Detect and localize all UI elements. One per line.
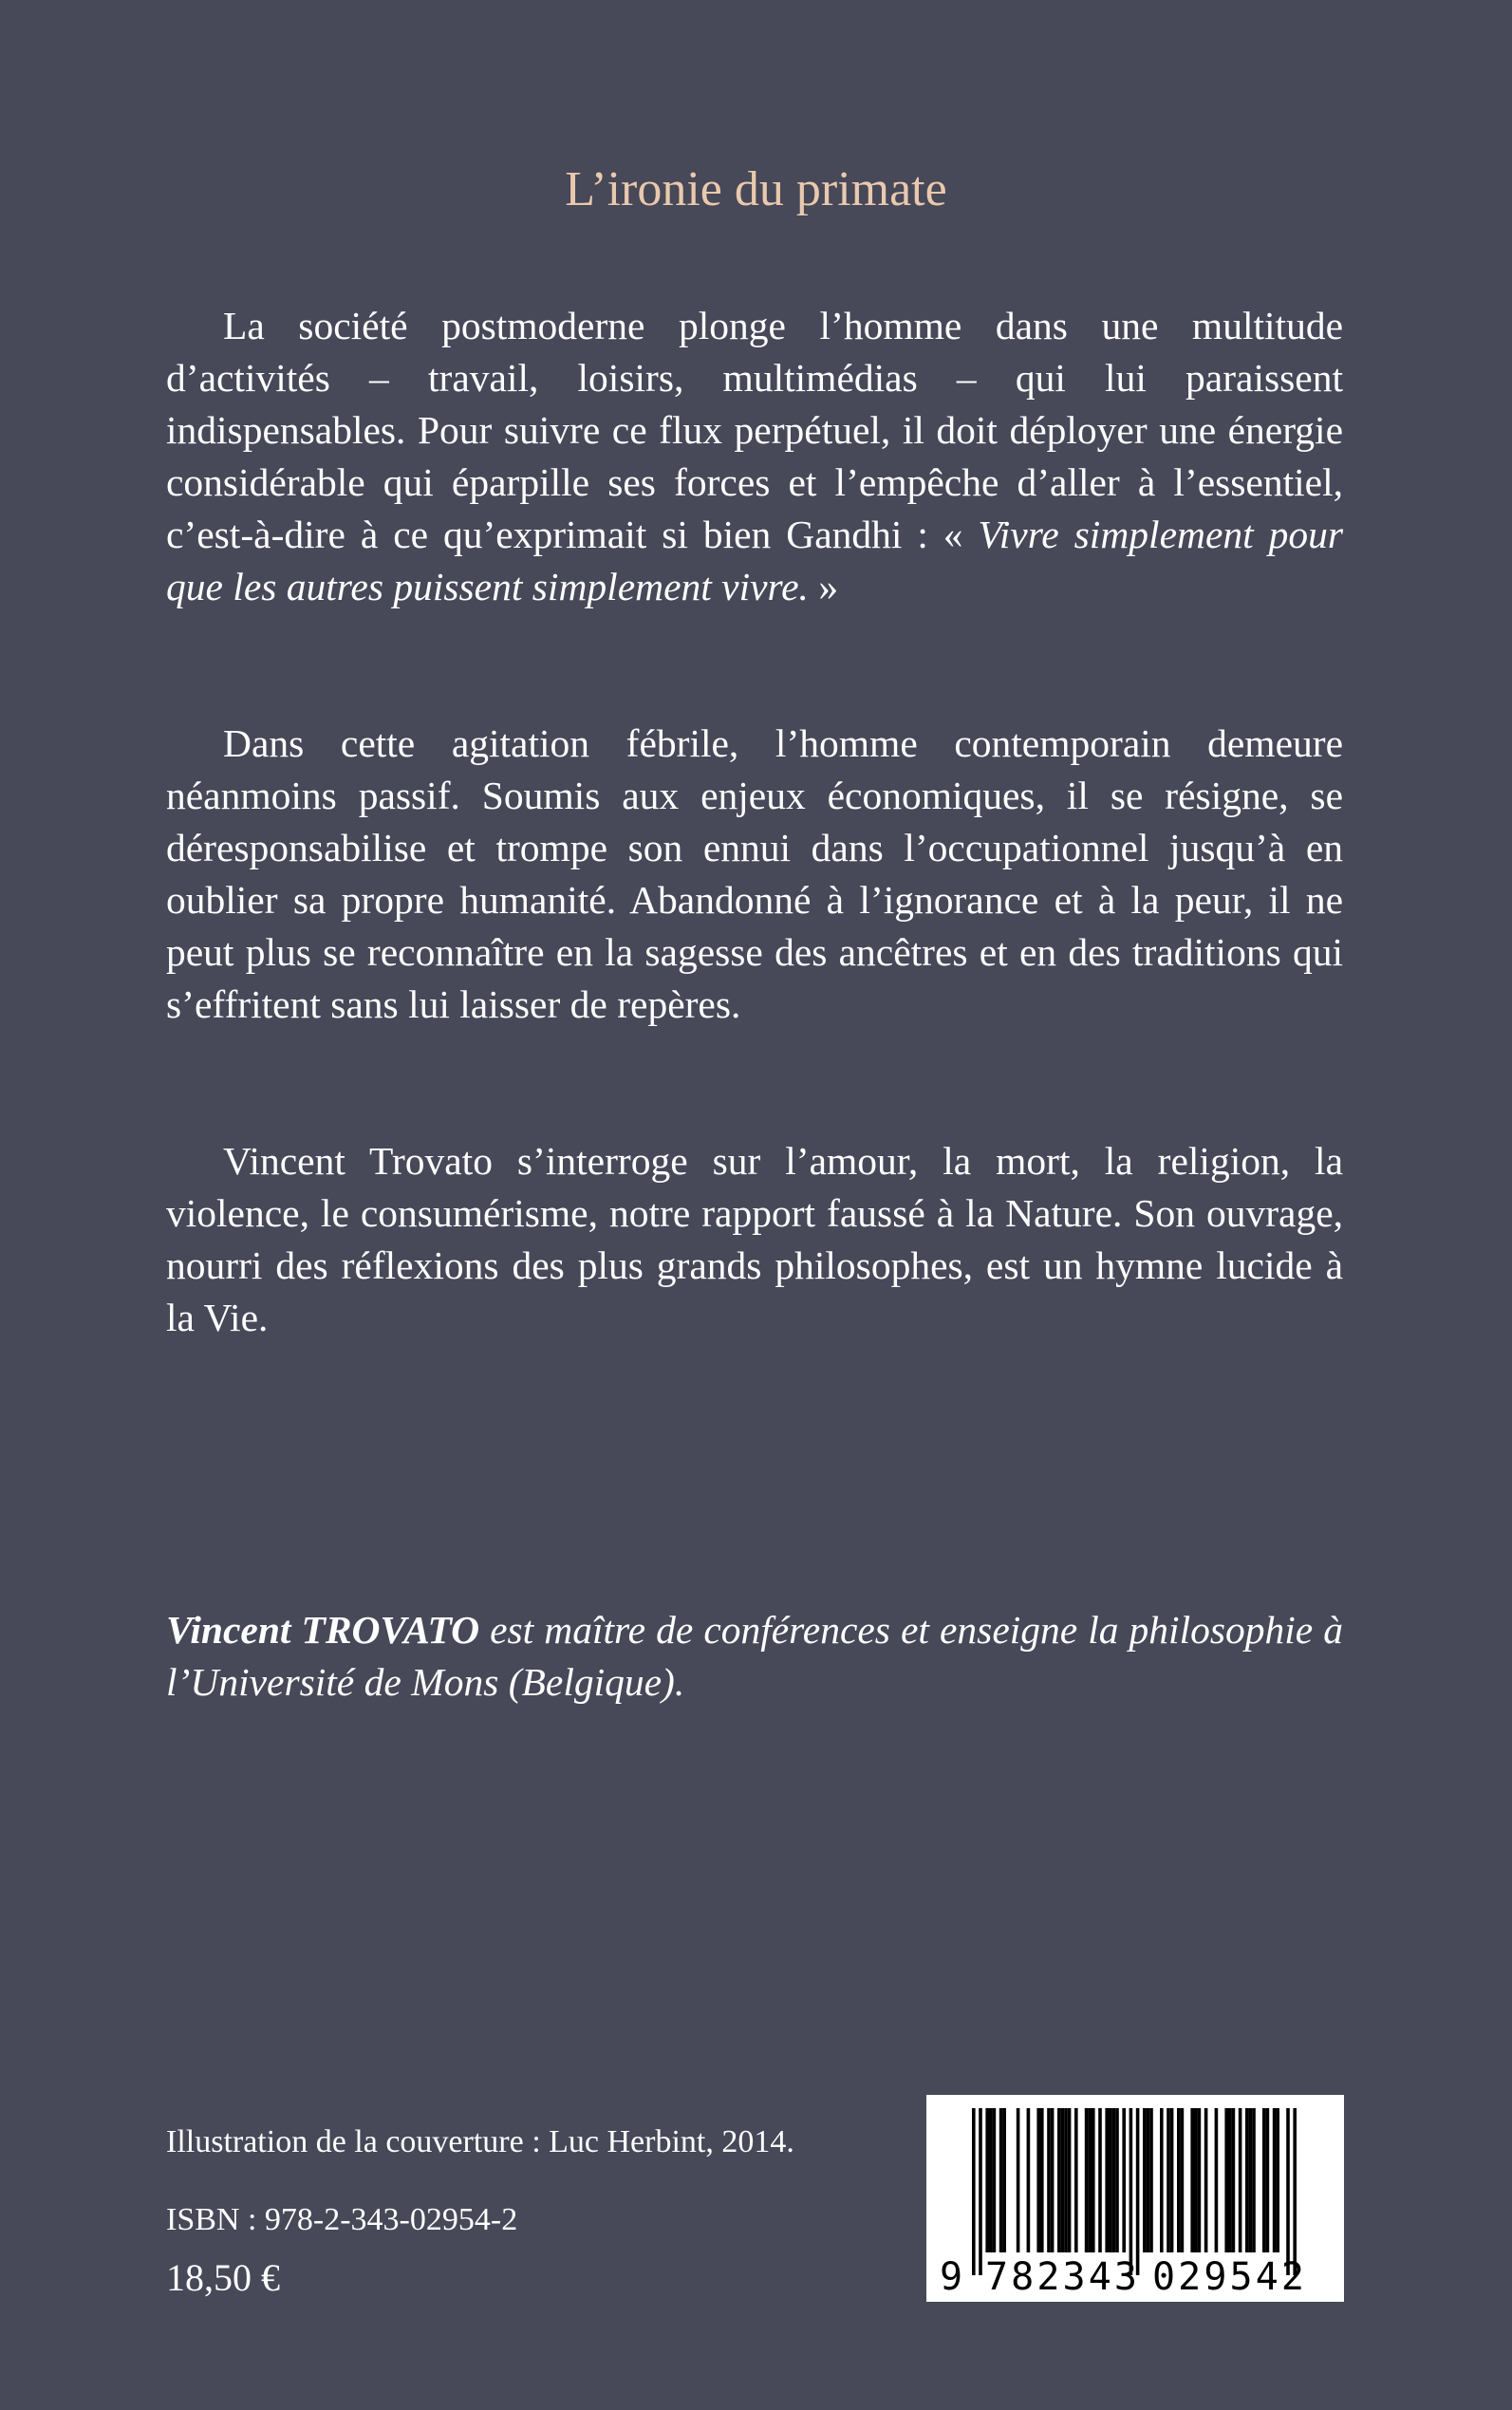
barcode-bar — [1105, 2108, 1109, 2252]
barcode-bar — [1204, 2108, 1208, 2252]
blurb-paragraph-1 — [166, 300, 1343, 613]
barcode-bar — [1122, 2108, 1126, 2252]
barcode-bar — [1143, 2108, 1147, 2252]
barcode-bar — [1252, 2108, 1256, 2252]
barcode-bar — [1239, 2108, 1242, 2252]
barcode-bar — [1215, 2108, 1219, 2252]
barcode-bar — [999, 2108, 1003, 2252]
barcode-bar — [1109, 2108, 1112, 2252]
barcode-bar — [972, 2108, 976, 2275]
barcode-bar — [1181, 2108, 1185, 2252]
barcode-bar — [1194, 2108, 1198, 2252]
barcode-bar — [993, 2108, 997, 2252]
barcode-bar — [1167, 2108, 1170, 2252]
barcode-bar — [1088, 2108, 1092, 2252]
barcode-bar — [1036, 2108, 1040, 2252]
barcode-bar — [1273, 2108, 1277, 2252]
barcode-bar — [1249, 2108, 1253, 2252]
author-name: Vincent TROVATO — [166, 1608, 480, 1652]
barcode-bar — [985, 2108, 989, 2252]
barcode-bar — [1147, 2108, 1150, 2252]
barcode-bar — [1092, 2108, 1095, 2252]
barcode-bar — [1051, 2108, 1055, 2252]
paragraph-3-text: Vincent Trovato s’interroge sur l’amour, la mort, la religion, la violence, le consumérisme, notre rapport faussé à la Nature. Son ouvrage, nourri des réflexions des plus grands philosophes, est un hymne lucide à la Vie. — [166, 1139, 1343, 1339]
paragraph-1-text: La société postmoderne plonge l’homme dans une multitude d’activités – travail, loisirs, multimédias – qui lui paraissent indispensables. Pour suivre ce flux perpétuel, il doit déployer une énergie considérable qui éparpille ses forces et l’empêche d’aller à l’essentiel, c’est-à-dire à ce qu’exprimait si bien Gandhi : « — [166, 304, 1343, 556]
barcode-bar — [1198, 2108, 1202, 2252]
barcode-bar — [1068, 2108, 1072, 2252]
barcode-bar — [1064, 2108, 1068, 2252]
barcode-bar — [1293, 2108, 1297, 2275]
barcode-bar — [1228, 2108, 1232, 2252]
barcode-bar — [1027, 2108, 1031, 2252]
gandhi-quote: Vivre simplement pour que les autres puissent simplement vivre. — [166, 513, 1343, 608]
barcode-bar — [1170, 2108, 1174, 2252]
barcode-bar — [1017, 2108, 1020, 2252]
barcode-bars — [972, 2108, 1297, 2275]
barcode-bar — [1112, 2108, 1116, 2252]
barcode-bar — [1002, 2108, 1006, 2252]
author-bio — [166, 1604, 1343, 1709]
blurb-paragraph-3 — [166, 1135, 1343, 1344]
barcode-bar — [1160, 2108, 1164, 2252]
barcode-bar — [1224, 2108, 1228, 2252]
barcode-bar — [1276, 2108, 1279, 2252]
barcode-bar — [989, 2108, 993, 2252]
book-title: L’ironie du primate — [565, 162, 947, 216]
barcode-bar — [1266, 2108, 1270, 2252]
barcode-graphic — [926, 2095, 1344, 2302]
barcode-lead-digit: 9 — [940, 2255, 963, 2299]
barcode-bar — [1047, 2108, 1051, 2252]
barcode-bar — [1149, 2108, 1153, 2252]
quote-close: » — [808, 565, 839, 608]
barcode-bar — [1190, 2108, 1194, 2252]
barcode-bar — [1115, 2108, 1119, 2252]
barcode-right-digits: 029542 — [1152, 2255, 1304, 2299]
barcode-bar — [979, 2108, 982, 2275]
barcode-bar — [1245, 2108, 1249, 2252]
author-bio-text: est maître de conférences et enseigne la philosophie à l’Université de Mons (Belgique). — [166, 1608, 1344, 1704]
barcode-bar — [1085, 2108, 1089, 2252]
barcode-bar — [1136, 2108, 1140, 2275]
barcode-bar — [1286, 2108, 1290, 2275]
barcode-bar — [1262, 2108, 1266, 2252]
barcode-bar — [1129, 2108, 1133, 2275]
barcode-bar — [1040, 2108, 1044, 2252]
isbn-label: ISBN : 978-2-343-02954-2 — [166, 2202, 518, 2237]
barcode-left-digits: 782343 — [985, 2255, 1137, 2299]
blurb-paragraph-2 — [166, 718, 1343, 1031]
barcode-bar — [1177, 2108, 1181, 2252]
price-label: 18,50 € — [166, 2256, 280, 2299]
barcode-bar — [1098, 2108, 1102, 2252]
paragraph-2-text: Dans cette agitation fébrile, l’homme contemporain demeure néanmoins passif. Soumis aux enjeux économiques, il se résigne, se déresponsabilise et trompe son ennui dans l’occupationnel jusqu’à en oublier sa propre humanité. Abandonné à l’ignorance et à la peur, il ne peut plus se reconnaître en la sagesse des ancêtres et en des traditions qui s’effritent sans lui laisser de repères. — [166, 721, 1343, 1026]
barcode-bar — [1232, 2108, 1236, 2252]
barcode — [926, 2095, 1344, 2302]
barcode-bar — [1057, 2108, 1061, 2252]
cover-illustration-credit: Illustration de la couverture : Luc Herbint, 2014. — [166, 2124, 794, 2159]
barcode-bar — [1061, 2108, 1065, 2252]
barcode-bar — [1074, 2108, 1078, 2252]
